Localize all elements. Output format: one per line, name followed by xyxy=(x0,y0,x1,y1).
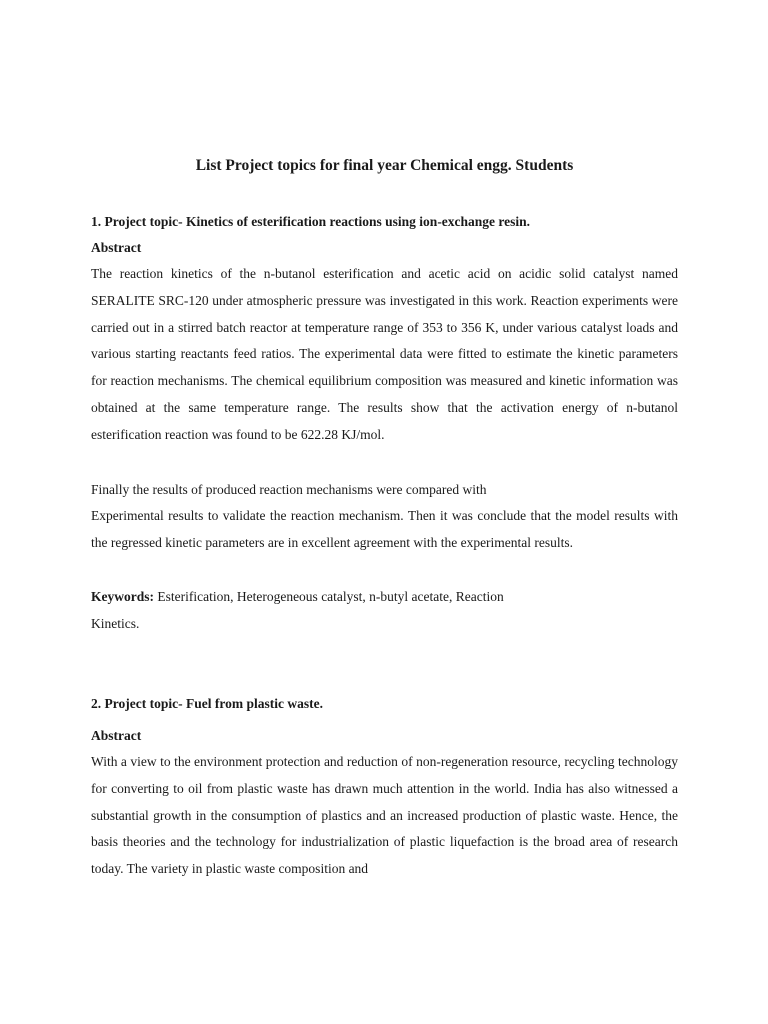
topic-2-abstract-paragraph: With a view to the environment protection and reduction of non-regeneration resource, recycling technology for converting to oil from plastic waste has drawn much attention in the world. India has also witnessed a substantial growth in the consumption of plastics and an increased production of plastic waste. Hence, the basis theories and the technology for industrialization of plastic liquefaction is the broad area of research today. The variety in plastic waste composition and xyxy=(91,754,678,877)
topic-1-keywords-continued: Kinetics. xyxy=(91,616,140,631)
topic-1-abstract-paragraph: The reaction kinetics of the n-butanol esterification and acetic acid on acidic solid catalyst named SERALITE SRC-120 under atmospheric pressure was investigated in this work. Reaction experiments were carried out in a stirred batch reactor at temperature range of 353 to 356 K, under various catalyst loads and various starting reactants feed ratios. The experimental data were fitted to estimate the kinetic parameters for reaction mechanisms. The chemical equilibrium composition was measured and kinetic information was obtained at the same temperature range. The results show that the activation energy of n-butanol esterification reaction was found to be 622.28 KJ/mol. xyxy=(91,266,678,442)
topic-1-abstract-paragraph-2: Experimental results to validate the reaction mechanism. Then it was conclude that the model results with the regressed kinetic parameters are in excellent agreement with the experimental results. xyxy=(91,508,678,550)
keywords-label: Keywords: xyxy=(91,589,154,604)
topic-1-heading: 1. Project topic- Kinetics of esterification reactions using ion-exchange resin. xyxy=(91,214,531,229)
topic-2-heading: 2. Project topic- Fuel from plastic waste. xyxy=(91,696,323,711)
topic-1-abstract-label: Abstract xyxy=(91,240,142,255)
topic-1-abstract-line: Finally the results of produced reaction mechanisms were compared with xyxy=(91,482,487,497)
page-title: List Project topics for final year Chemical engg. Students xyxy=(195,157,574,174)
keywords-text: Esterification, Heterogeneous catalyst, n-butyl acetate, Reaction xyxy=(154,589,504,604)
topic-2-abstract-label: Abstract xyxy=(91,728,142,743)
topic-1-keywords xyxy=(91,589,504,605)
